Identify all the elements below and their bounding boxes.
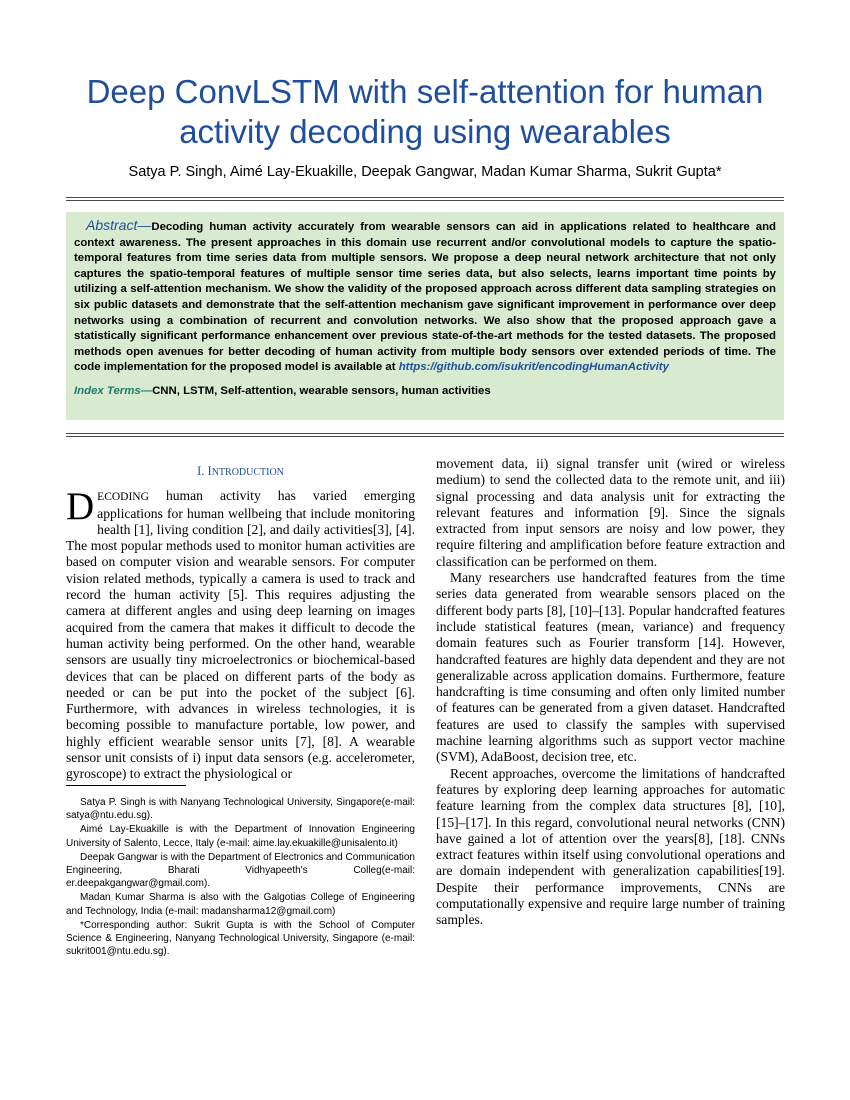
title-line-1: Deep ConvLSTM with self-attention for human <box>86 73 764 110</box>
footnotes <box>66 796 415 959</box>
header-rule-top-second <box>66 200 784 201</box>
drop-cap: D <box>66 485 95 529</box>
section-heading-initial: I <box>207 464 212 478</box>
abstract-body: Decoding human activity accurately from wearable sensors can aid in applications related to healthcare and context awareness. The present approaches in this domain use recurrent and/or convolutional models to capture the spatio-temporal features from time series data from multiple sensors. We propose a deep neural network architecture that not only captures the spatio-temporal features of multiple sensor time series data, but also selects, learns important time points by utilizing a self-attention mechanism. We show the validity of the proposed approach across different data sampling strategies on six public datasets and demonstrate that the self-attention mechanism gave significant improvement in performance over deep networks using a combination of recurrent and convolution networks. We also show that the proposed approach gave a statistically significant performance enhancement over previous state-of-the-art methods for the tested datasets. The proposed methods open avenues for better decoding of human activity from multiple body sensors over extended periods of time. The code implementation for the proposed model is available at <box>74 221 776 374</box>
footnote-sharma: Madan Kumar Sharma is also with the Galgotias College of Engineering and Technology, India (e-mail: madansharma12@gmail.com) <box>66 892 415 917</box>
index-terms-list: CNN, LSTM, Self-attention, wearable sensors, human activities <box>152 384 491 397</box>
left-column <box>66 463 415 783</box>
intro-paragraph-2: Many researchers use handcrafted features from the time series data generated from wearable sensors placed on the different body parts [8], [10]–[13]. Popular handcrafted features include statistical features (mean, variance) and frequency domain features such as Fourier transform [14]. However, handcrafted features are highly data dependent and they are not generalizable across application domains. Furthermore, feature handcrafting is time consuming and often only limited number of features can be generated from a given dataset. Handcrafted features are used to classify the samples with supervised machine learning algorithms such as support vector machine (SVM), AdaBoost, decision tree, etc. <box>436 570 785 765</box>
index-terms <box>74 385 776 397</box>
code-link[interactable]: https://github.com/isukrit/encodingHumanActivity <box>398 361 669 374</box>
intro-paragraph-1 <box>66 485 415 782</box>
intro-paragraph-3: Recent approaches, overcome the limitations of handcrafted features by exploring deep learning approaches for automatic feature learning from the complex data structures [8], [10], [15]–[17]. In this regard, convolutional neural networks (CNN) have gained a lot of attention over the years[8], [18]. CNNs extract features within itself using convolutional operations and are domain independent with generalization capabilities[19]. Despite their performance improvements, CNNs are computationally expensive and require large number of training samples. <box>436 765 785 928</box>
section-number: I. <box>197 464 205 478</box>
author-list: Satya P. Singh, Aimé Lay-Ekuakille, Deepak Gangwar, Madan Kumar Sharma, Sukrit Gupta* <box>128 164 722 180</box>
title-line-2: activity decoding using wearables <box>179 113 671 150</box>
section-heading-rest: NTRODUCTION <box>211 467 284 478</box>
abstract-box <box>66 212 784 420</box>
header-rule-top <box>66 197 784 198</box>
lead-caps: ECODING <box>97 491 149 504</box>
right-column <box>436 456 785 929</box>
abstract-rule-bottom <box>66 433 784 434</box>
footnote-singh: Satya P. Singh is with Nanyang Technological University, Singapore(e-mail: satya@ntu.edu.sg). <box>66 797 415 822</box>
paper-title <box>60 72 790 152</box>
abstract-paragraph <box>74 218 776 376</box>
section-heading-introduction <box>66 463 415 481</box>
abstract-rule-bottom-second <box>66 436 784 437</box>
footnote-rule <box>66 785 186 786</box>
index-terms-label: Index Terms— <box>74 384 153 397</box>
intro-paragraph-1-body: human activity has varied emerging applications for human wellbeing that include monitoring health [1], living condition [2], and daily activities[3], [4]. The most popular methods used to monitor human activities are based on computer vision and wearable sensors. For computer vision related methods, typically a camera is used to track and record the human activity [5]. This requires adjusting the camera at different angles and using deep learning on images acquired from the camera that makes it difficult to decode the human activity being performed. On the other hand, wearable sensors are usually tiny microelectronics or biochemical-based devices that can be placed on different parts of the body as needed or can be put into the pocket of the subject [6]. Furthermore, with advances in wireless technologies, it is becoming possible to manufacture portable, low power, and highly efficient wearable sensor units [7], [8]. A wearable sensor unit consists of i) input data sensors (e.g. accelerometer, gyroscope) to extract the physiological or <box>66 488 415 782</box>
footnote-lay-ekuakille: Aimé Lay-Ekuakille is with the Department of Innovation Engineering University of Salento, Lecce, Italy (e-mail: aime.lay.ekuakille@unisalento.it) <box>66 824 415 849</box>
intro-paragraph-1-continued: movement data, ii) signal transfer unit (wired or wireless medium) to send the collected data to the remote unit, and iii) signal processing and data analysis unit for extracting the relevant features and information [9]. Since the signals extracted from input sensors are noisy and low power, they require filtering and amplification before feature extraction and classification can be performed on them. <box>436 456 785 569</box>
footnote-gangwar: Deepak Gangwar is with the Department of Electronics and Communication Engineering, Bharati Vidhyapeeth's Colleg(e-mail: er.deepakgangwar@gmail.com). <box>66 851 415 890</box>
footnote-gupta: *Corresponding author: Sukrit Gupta is with the School of Computer Science & Engineering, Nanyang Technological University, Singapore (e-mail: sukrit001@ntu.edu.sg). <box>66 919 415 958</box>
abstract-label: Abstract— <box>86 217 152 233</box>
